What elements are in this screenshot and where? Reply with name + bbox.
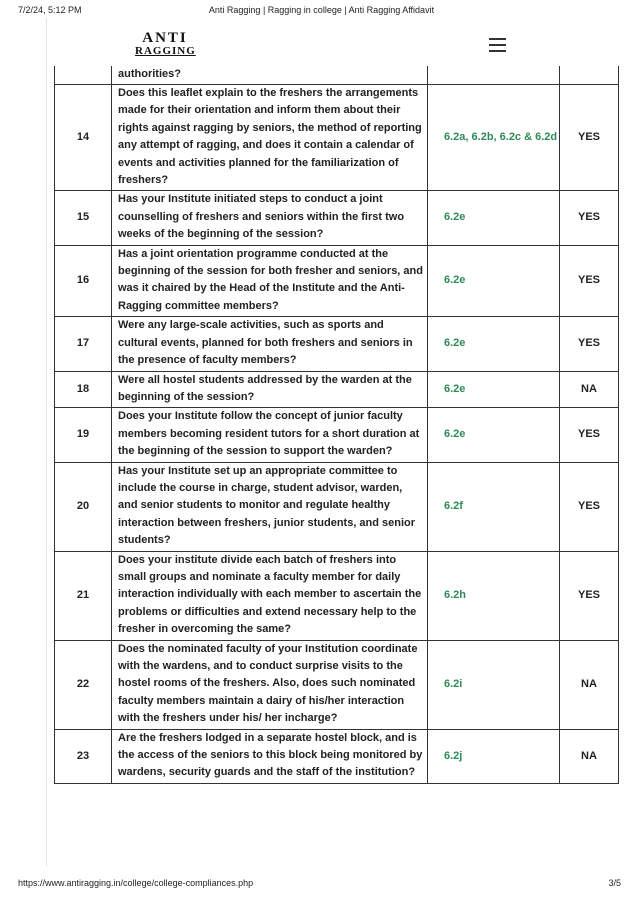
answer-value: NA [560, 640, 619, 729]
answer-value: YES [560, 245, 619, 317]
site-logo[interactable] [135, 31, 195, 59]
clause-reference: 6.2a, 6.2b, 6.2c & 6.2d [428, 85, 560, 191]
answer-value: YES [560, 408, 619, 462]
table-row [55, 640, 619, 729]
table-row [55, 408, 619, 462]
serial-number: 21 [55, 551, 112, 640]
serial-number: 22 [55, 640, 112, 729]
clause-reference: 6.2e [428, 245, 560, 317]
clause-reference: 6.2h [428, 551, 560, 640]
serial-number: 14 [55, 85, 112, 191]
table-row [55, 462, 619, 551]
serial-number: 18 [55, 371, 112, 408]
compliance-table-container [54, 66, 619, 854]
table-row-partial [55, 66, 619, 85]
clause-reference: 6.2e [428, 317, 560, 371]
table-row [55, 317, 619, 371]
logo-line-1: ANTI [142, 30, 188, 46]
question-text: Has your Institute set up an appropriate committee to include the course in charge, student advisor, warden, and senior students to monitor and regulate healthy interaction between freshers, junior students, and senior students? [112, 462, 428, 551]
question-text: Were any large-scale activities, such as sports and cultural events, planned for both freshers and seniors in the presence of faculty members? [112, 317, 428, 371]
serial-number: 16 [55, 245, 112, 317]
clause-reference: 6.2i [428, 640, 560, 729]
answer-value: YES [560, 462, 619, 551]
serial-number: 23 [55, 729, 112, 783]
question-cell [112, 66, 428, 85]
question-text: Were all hostel students addressed by the warden at the beginning of the session? [112, 371, 428, 408]
question-text: Does the nominated faculty of your Institution coordinate with the wardens, and to conduct surprise visits to the hostel rooms of the freshers. Also, does such nominated faculty members maintain a dairy of his/her interaction with the freshers under his/ her incharge? [112, 640, 428, 729]
table-row [55, 85, 619, 191]
clause-cell [428, 66, 560, 85]
table-row [55, 191, 619, 245]
answer-cell [560, 66, 619, 85]
print-footer [0, 876, 643, 890]
serial-cell [55, 66, 112, 85]
print-header [0, 0, 643, 18]
question-text: Has your Institute initiated steps to conduct a joint counselling of freshers and seniors within the first two weeks of the beginning of the session? [112, 191, 428, 245]
clause-reference: 6.2f [428, 462, 560, 551]
answer-value: YES [560, 191, 619, 245]
question-text: Does this leaflet explain to the freshers the arrangements made for their orientation and inform them about their rights against ragging by seniors, the method of reporting any attempt of ragging, and does it contain a calendar of events and activities planned for the familiarization of freshers? [112, 85, 428, 191]
compliance-table [54, 66, 619, 784]
logo-line-2: RAGGING [135, 45, 196, 57]
serial-number: 17 [55, 317, 112, 371]
answer-value: YES [560, 551, 619, 640]
clause-reference: 6.2e [428, 371, 560, 408]
serial-number: 19 [55, 408, 112, 462]
clause-reference: 6.2e [428, 191, 560, 245]
serial-number: 20 [55, 462, 112, 551]
question-text: Does your Institute follow the concept of junior faculty members becoming resident tutors for a short duration at the beginning of the session to support the warden? [112, 408, 428, 462]
answer-value: NA [560, 729, 619, 783]
clause-reference: 6.2j [428, 729, 560, 783]
print-page-number: 3/5 [608, 878, 621, 888]
question-text: authorities? [118, 67, 181, 80]
question-text: Does your institute divide each batch of freshers into small groups and nominate a faculty member for daily interaction individually with each member to ascertain the problems or difficulties and extend necessary help to the fresher in overcoming the same? [112, 551, 428, 640]
print-url: https://www.antiragging.in/college/college-compliances.php [18, 878, 254, 888]
answer-value: YES [560, 85, 619, 191]
table-row [55, 245, 619, 317]
print-datetime: 7/2/24, 5:12 PM [18, 5, 82, 15]
serial-number: 15 [55, 191, 112, 245]
table-row [55, 729, 619, 783]
table-row [55, 371, 619, 408]
answer-value: NA [560, 371, 619, 408]
hamburger-menu-icon[interactable] [489, 38, 506, 52]
clause-reference: 6.2e [428, 408, 560, 462]
table-row [55, 551, 619, 640]
answer-value: YES [560, 317, 619, 371]
print-page-title: Anti Ragging | Ragging in college | Anti Ragging Affidavit [208, 5, 435, 15]
question-text: Are the freshers lodged in a separate hostel block, and is the access of the seniors to this block being monitored by wardens, security guards and the staff of the institution? [112, 729, 428, 783]
question-text: Has a joint orientation programme conducted at the beginning of the session for both fresher and seniors, and was it chaired by the Head of the Institute and the Anti-Ragging committee members? [112, 245, 428, 317]
